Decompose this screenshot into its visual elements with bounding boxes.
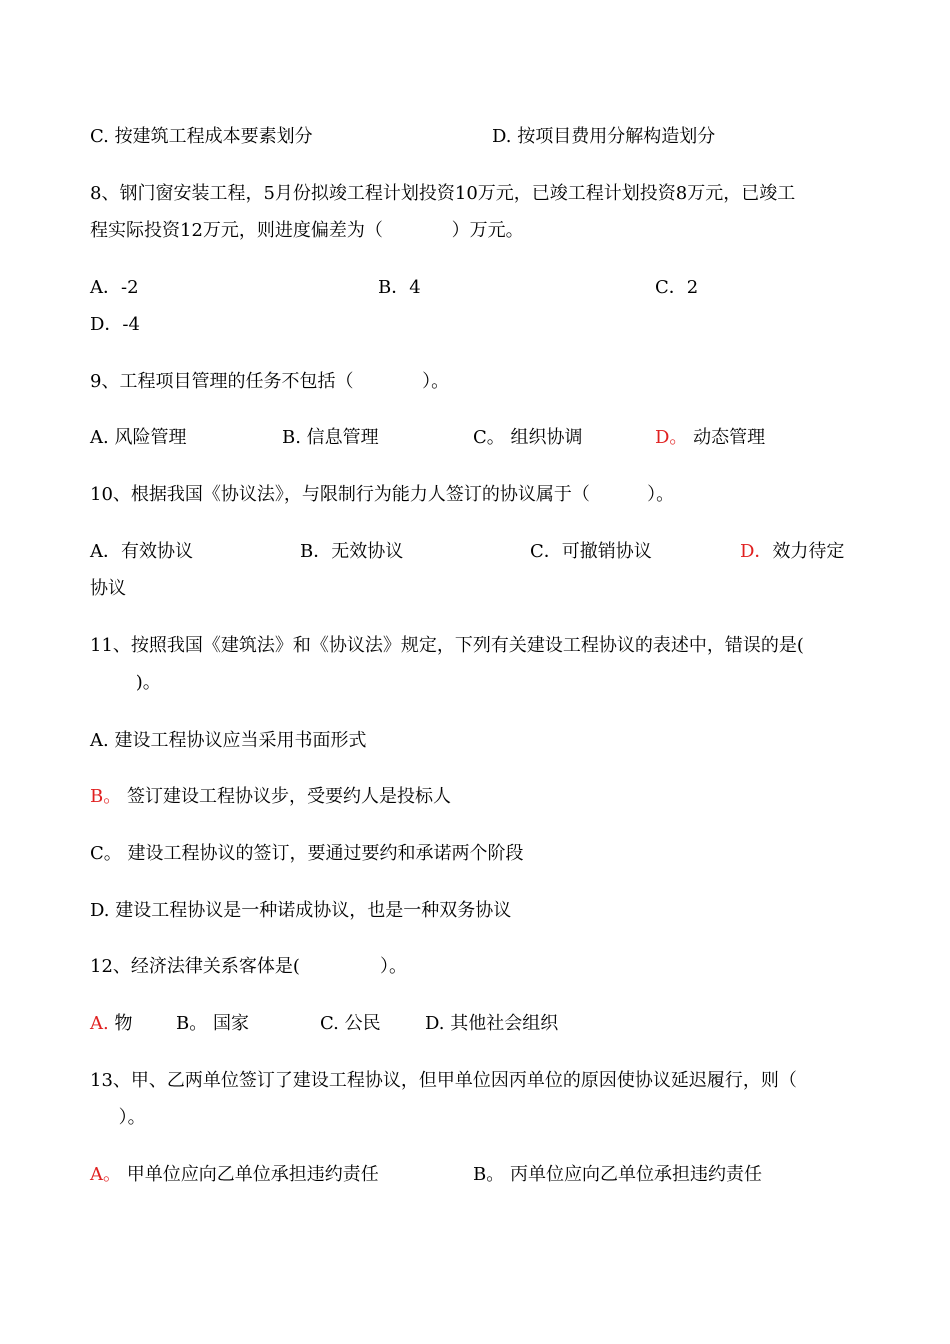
q13-stem-line2: ）。 bbox=[90, 1107, 146, 1128]
q11-option-b bbox=[90, 785, 451, 809]
q13-answer-mark: A。 bbox=[90, 1164, 121, 1185]
q10-option-d bbox=[740, 540, 844, 564]
q11-stem-line1: 11、按照我国《建筑法》和《协议法》规定，下列有关建设工程协议的表述中，错误的是( bbox=[90, 635, 804, 656]
q11-answer-mark: B。 bbox=[90, 786, 122, 807]
q8-stem-line2: 程实际投资12万元，则进度偏差为（ ）万元。 bbox=[90, 220, 524, 241]
q10-answer-mark: D． bbox=[740, 541, 773, 562]
q8-option-b: B．4 bbox=[378, 277, 421, 298]
q10-option-d-continued: 协议 bbox=[90, 578, 126, 599]
q13-stem-line1: 13、甲、乙两单位签订了建设工程协议，但甲单位因丙单位的原因使协议延迟履行，则（ bbox=[90, 1070, 797, 1091]
q13-option-a bbox=[90, 1163, 379, 1187]
q12-option-a bbox=[90, 1012, 132, 1036]
q10-option-b: B．无效协议 bbox=[300, 541, 404, 562]
q11-option-b-text: 签订建设工程协议步，受要约人是投标人 bbox=[121, 786, 451, 807]
q9-option-d bbox=[655, 426, 765, 450]
q10-stem: 10、根据我国《协议法》，与限制行为能力人签订的协议属于（ ）。 bbox=[90, 484, 675, 505]
q11-option-a: A. 建设工程协议应当采用书面形式 bbox=[90, 730, 367, 751]
q9-option-b: B. 信息管理 bbox=[282, 427, 379, 448]
q11-option-d: D. 建设工程协议是一种诺成协议，也是一种双务协议 bbox=[90, 900, 512, 921]
q13-option-b: B。 丙单位应向乙单位承担违约责任 bbox=[473, 1164, 762, 1185]
q7-option-c: C. 按建筑工程成本要素划分 bbox=[90, 126, 313, 147]
q9-stem: 9、工程项目管理的任务不包括（ ）。 bbox=[90, 371, 450, 392]
q12-option-b: B。 国家 bbox=[176, 1013, 249, 1034]
q12-option-d: D. 其他社会组织 bbox=[425, 1013, 559, 1034]
q9-answer-mark: D。 bbox=[655, 427, 688, 448]
q13-option-a-text: 甲单位应向乙单位承担违约责任 bbox=[121, 1164, 379, 1185]
q8-option-d: D．-4 bbox=[90, 314, 140, 335]
q11-stem-line2: )。 bbox=[90, 672, 161, 693]
q9-option-a: A. 风险管理 bbox=[90, 427, 187, 448]
q10-option-a: A．有效协议 bbox=[90, 541, 193, 562]
q12-answer-mark: A. bbox=[90, 1013, 109, 1034]
q11-option-c: C。 建设工程协议的签订，要通过要约和承诺两个阶段 bbox=[90, 843, 524, 864]
q8-option-a: A．-2 bbox=[90, 277, 139, 298]
q12-option-c: C. 公民 bbox=[320, 1013, 381, 1034]
q9-option-d-text: 动态管理 bbox=[687, 427, 766, 448]
q10-option-c: C．可撤销协议 bbox=[530, 541, 652, 562]
q12-stem: 12、经济法律关系客体是( ）。 bbox=[90, 956, 408, 977]
q12-option-a-text: 物 bbox=[108, 1013, 133, 1034]
q10-option-d-text: 效力待定 bbox=[772, 541, 845, 562]
q8-stem-line1: 8、钢门窗安装工程，5月份拟竣工程计划投资10万元，已竣工程计划投资8万元，已竣工 bbox=[90, 183, 796, 204]
q8-option-c: C．2 bbox=[655, 277, 699, 298]
q9-option-c: C。 组织协调 bbox=[473, 427, 583, 448]
q7-option-d: D. 按项目费用分解构造划分 bbox=[492, 126, 716, 147]
